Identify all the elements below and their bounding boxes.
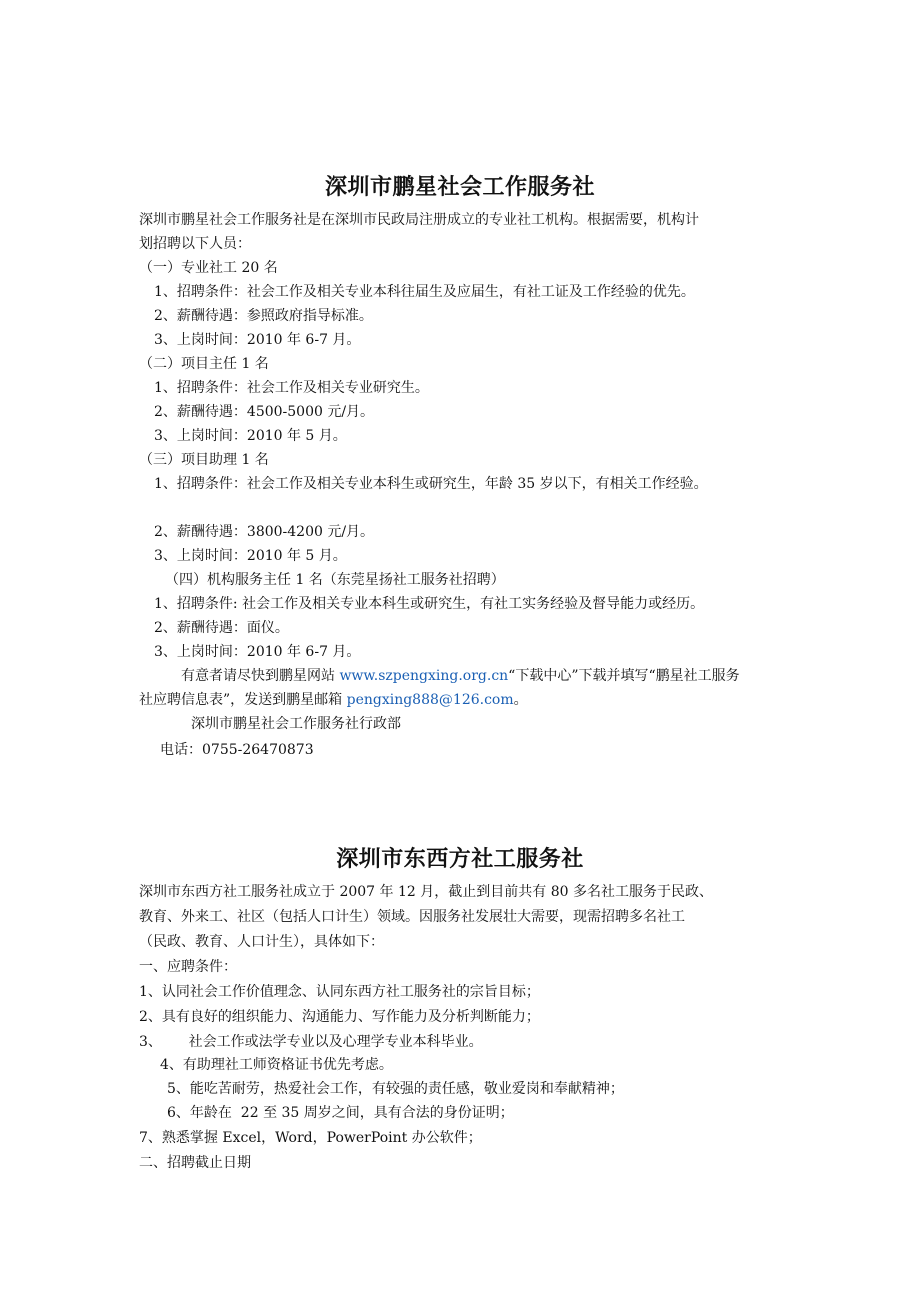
requirement-7: 7、熟悉掌握 Excel，Word，PowerPoint 办公软件； [139,1130,482,1146]
website-link[interactable]: www.szpengxing.org.cn [339,668,509,684]
section2-intro-line2: 教育、外来工、社区（包括人口计生）领域。因服务社发展壮大需要，现需招聘多名社工 [139,909,685,925]
email-link[interactable]: pengxing888@126.com [346,692,514,708]
requirement-6: 6、年龄在 22 至 35 周岁之间，具有合法的身份证明； [167,1105,514,1121]
position1-item1: 1、招聘条件：社会工作及相关专业本科往届生及应届生，有社工证及工作经验的优先。 [154,284,695,300]
requirement-3: 3、 社会工作或法学专业以及心理学专业本科毕业。 [139,1034,483,1050]
position4-item3: 3、上岗时间：2010 年 6-7 月。 [154,644,361,660]
position1-item2: 2、薪酬待遇：参照政府指导标准。 [154,308,373,324]
position1-heading: （一）专业社工 20 名 [139,260,278,276]
position1-item3: 3、上岗时间：2010 年 6-7 月。 [154,332,361,348]
section2-title: 深圳市东西方社工服务社 [336,847,584,872]
position2-item1: 1、招聘条件：社会工作及相关专业研究生。 [154,380,429,396]
position3-item2: 2、薪酬待遇：3800-4200 元/月。 [154,524,375,540]
apply-line2-prefix: 社应聘信息表”，发送到鹏星邮箱 [139,692,347,708]
position2-heading: （二）项目主任 1 名 [139,356,269,372]
apply-line2-suffix: 。 [513,692,528,708]
position3-heading: （三）项目助理 1 名 [139,452,269,468]
section1-title: 深圳市鹏星社会工作服务社 [324,175,595,200]
position3-item1: 1、招聘条件：社会工作及相关专业本科生或研究生，年龄 35 岁以下，有相关工作经验。 [154,476,708,492]
apply-line1 [181,664,831,688]
requirement-2: 2、具有良好的组织能力、沟通能力、写作能力及分析判断能力； [139,1009,540,1025]
position4-item2: 2、薪酬待遇：面仪。 [154,620,289,636]
requirement-5: 5、能吃苦耐劳，热爱社会工作，有较强的责任感，敬业爱岗和奉献精神； [167,1081,624,1097]
apply-line2 [139,688,789,712]
section1-intro-line2: 划招聘以下人员： [139,236,251,252]
section1-intro-line1: 深圳市鹏星社会工作服务社是在深圳市民政局注册成立的专业社工机构。根据需要，机构计 [139,212,699,228]
deadline-heading: 二、招聘截止日期 [139,1155,251,1171]
section2-intro-line3: （民政、教育、人口计生），具体如下： [139,934,384,950]
position3-item3: 3、上岗时间：2010 年 5 月。 [154,548,347,564]
position4-item1: 1、招聘条件: 社会工作及相关专业本科生或研究生，有社工实务经验及督导能力或经历。 [154,596,705,612]
section2-intro-line1: 深圳市东西方社工服务社成立于 2007 年 12 月，截止到目前共有 80 多名社工服务于民政、 [139,884,713,900]
requirement-1: 1、认同社会工作价值理念、认同东西方社工服务社的宗旨目标； [139,984,540,1000]
apply-prefix: 有意者请尽快到鹏星网站 [181,668,340,684]
section1-signature: 深圳市鹏星社会工作服务社行政部 [191,716,401,732]
requirements-heading: 一、应聘条件： [139,959,237,975]
position2-item3: 3、上岗时间：2010 年 5 月。 [154,428,347,444]
position4-heading: （四）机构服务主任 1 名（东莞星扬社工服务社招聘） [165,572,505,588]
position2-item2: 2、薪酬待遇：4500-5000 元/月。 [154,404,375,420]
section1-phone: 电话：0755-26470873 [160,742,314,758]
requirement-4: 4、有助理社工师资格证书优先考虑。 [160,1057,393,1073]
apply-middle: “下载中心”下载并填写“鹏星社工服务 [508,668,740,684]
